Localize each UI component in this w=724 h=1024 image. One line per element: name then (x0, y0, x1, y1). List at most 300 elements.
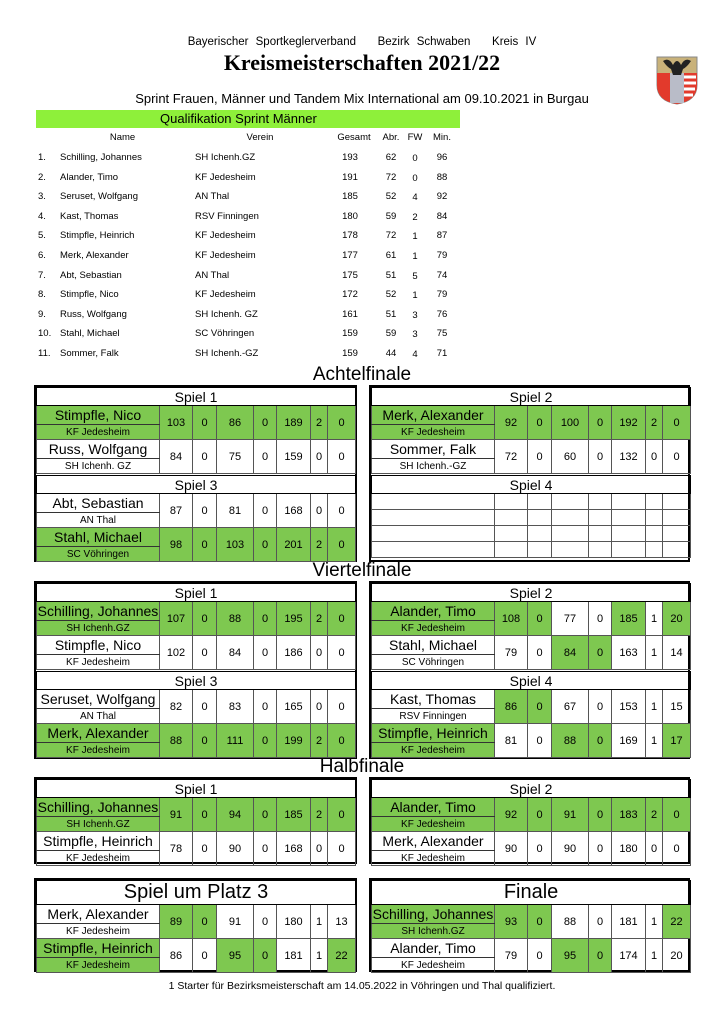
player-club: KF Jedesheim (37, 743, 160, 758)
player-name: Seruset, Wolfgang (37, 690, 160, 709)
qualification-min: 96 (436, 152, 448, 163)
player-name: Stahl, Michael (37, 528, 160, 547)
score-cell: 0 (328, 494, 356, 528)
game-table (36, 387, 356, 474)
game-label: Spiel 4 (372, 672, 691, 690)
score-cell: 1 (311, 939, 328, 973)
score-cell: 0 (328, 406, 356, 440)
empty-cell (495, 542, 528, 558)
score-cell: 0 (646, 832, 663, 866)
column-header-total: Gesamt (337, 132, 371, 143)
qualification-fw: 0 (412, 153, 418, 164)
score-cell: 0 (528, 602, 552, 636)
player-club: SH Ichenh.GZ (37, 621, 160, 636)
score-cell: 0 (528, 939, 552, 973)
qualification-clear: 61 (385, 250, 397, 261)
score-cell: 81 (217, 494, 254, 528)
score-cell: 0 (311, 440, 328, 474)
score-cell: 20 (663, 602, 691, 636)
qualification-total: 193 (342, 152, 358, 163)
score-cell: 92 (495, 798, 528, 832)
player-name: Alander, Timo (372, 939, 495, 958)
score-cell: 153 (612, 690, 646, 724)
qualification-name: Sommer, Falk (60, 348, 119, 359)
empty-cell (612, 526, 646, 542)
player-name: Stimpfle, Heinrich (37, 939, 160, 958)
empty-cell (372, 526, 495, 542)
score-cell: 195 (277, 602, 311, 636)
score-cell: 78 (160, 832, 193, 866)
empty-cell (372, 494, 495, 510)
score-cell: 180 (612, 832, 646, 866)
player-club: RSV Finningen (372, 709, 495, 724)
score-cell: 15 (663, 690, 691, 724)
player-club: SH Ichenh.GZ (372, 924, 495, 939)
qualification-name: Kast, Thomas (60, 210, 119, 222)
qualification-total: 178 (342, 230, 358, 242)
qualification-name: Schilling, Johannes (60, 152, 142, 163)
player-club: SC Vöhringen (37, 547, 160, 562)
game-table (36, 880, 356, 973)
score-cell: 60 (552, 440, 589, 474)
score-cell: 0 (663, 440, 691, 474)
qualification-row (0, 328, 724, 348)
score-cell: 181 (277, 939, 311, 973)
score-cell: 89 (160, 905, 193, 939)
qualification-row (0, 191, 724, 211)
score-cell: 0 (193, 636, 217, 670)
player-row (372, 440, 691, 459)
score-cell: 174 (612, 939, 646, 973)
qualification-total: 175 (342, 269, 358, 281)
player-name: Stimpfle, Nico (37, 636, 160, 655)
player-name: Schilling, Johannes (37, 602, 159, 619)
score-cell: 86 (495, 690, 528, 724)
qualification-clear: 62 (385, 152, 397, 163)
player-club: SH Ichenh.-GZ (372, 459, 495, 474)
score-cell: 0 (528, 406, 552, 440)
qualification-min: 76 (436, 308, 448, 320)
qualification-min: 92 (436, 191, 448, 203)
player-name: Schilling, Johannes (372, 905, 494, 922)
score-cell: 91 (552, 798, 589, 832)
score-cell: 14 (663, 636, 691, 670)
empty-cell (528, 542, 552, 558)
empty-cell (663, 526, 691, 542)
score-cell: 0 (193, 602, 217, 636)
qualification-header-row (0, 132, 724, 146)
qualification-rank: 10. (38, 328, 52, 340)
score-cell: 0 (193, 528, 217, 562)
round-title: Achtelfinale (312, 364, 412, 385)
empty-cell (589, 542, 612, 558)
score-cell: 83 (217, 690, 254, 724)
qualification-club: KF Jedesheim (195, 289, 256, 301)
empty-cell (663, 542, 691, 558)
qualification-rank: 2. (38, 171, 46, 183)
score-cell: 81 (495, 724, 528, 758)
score-cell: 84 (552, 636, 589, 670)
player-club: KF Jedesheim (372, 851, 495, 866)
score-cell: 201 (277, 528, 311, 562)
empty-cell (528, 494, 552, 510)
qualification-clear: 52 (385, 191, 397, 203)
score-cell: 1 (646, 690, 663, 724)
empty-cell (495, 526, 528, 542)
empty-cell (663, 510, 691, 526)
player-name: Merk, Alexander (37, 905, 160, 924)
score-cell: 2 (646, 798, 663, 832)
qualification-fw: 1 (412, 290, 418, 302)
score-cell: 2 (646, 406, 663, 440)
score-cell: 1 (646, 602, 663, 636)
score-cell: 79 (495, 939, 528, 973)
player-name: Schilling, Johannes (37, 798, 159, 815)
score-cell: 0 (589, 602, 612, 636)
empty-cell (552, 494, 589, 510)
score-cell: 0 (328, 440, 356, 474)
game-table (36, 583, 356, 670)
score-cell: 1 (646, 905, 663, 939)
score-cell: 0 (254, 440, 277, 474)
round-title: Halbfinale (319, 756, 405, 777)
score-cell: 192 (612, 406, 646, 440)
qualification-rank: 5. (38, 230, 46, 242)
empty-cell (589, 510, 612, 526)
score-cell: 0 (254, 798, 277, 832)
player-name: Merk, Alexander (372, 832, 495, 851)
score-cell: 0 (528, 690, 552, 724)
game-table (371, 880, 691, 973)
qualification-row (0, 289, 724, 309)
player-name: Stimpfle, Heinrich (37, 832, 160, 851)
player-club: KF Jedesheim (372, 743, 495, 758)
game-label: Spiel 1 (37, 388, 356, 406)
qualification-fw: 2 (412, 211, 418, 223)
empty-cell (589, 494, 612, 510)
qualification-total: 161 (342, 308, 358, 320)
score-cell: 0 (193, 690, 217, 724)
player-row (37, 724, 356, 743)
column-header-clear: Abr. (382, 132, 400, 143)
score-cell: 132 (612, 440, 646, 474)
player-club: SC Vöhringen (372, 655, 495, 670)
game-table (371, 671, 691, 758)
game-label: Spiel 4 (372, 476, 691, 494)
score-cell: 90 (495, 832, 528, 866)
qualification-row (0, 172, 724, 192)
score-cell: 2 (311, 602, 328, 636)
qualification-row (0, 270, 724, 290)
score-cell: 165 (277, 690, 311, 724)
qualification-clear: 72 (385, 230, 397, 242)
qualification-club: KF Jedesheim (195, 171, 256, 183)
score-cell: 0 (528, 440, 552, 474)
qualification-club: SH Ichenh.-GZ (195, 348, 259, 359)
score-cell: 0 (311, 832, 328, 866)
score-cell: 0 (193, 832, 217, 866)
qualification-club: AN Thal (195, 269, 230, 281)
player-name: Alander, Timo (372, 798, 495, 817)
qualification-name: Russ, Wolfgang (60, 308, 127, 320)
empty-cell (646, 542, 663, 558)
qualification-total: 159 (342, 348, 358, 359)
empty-cell (552, 510, 589, 526)
player-name: Stahl, Michael (372, 636, 495, 655)
score-cell: 0 (663, 406, 691, 440)
qualification-total: 159 (342, 328, 358, 340)
column-header-name: Name (109, 132, 136, 143)
player-club: KF Jedesheim (37, 958, 160, 973)
score-cell: 1 (311, 905, 328, 939)
score-cell: 90 (217, 832, 254, 866)
score-cell: 168 (277, 832, 311, 866)
score-cell: 95 (552, 939, 589, 973)
score-cell: 103 (160, 406, 193, 440)
score-cell: 186 (277, 636, 311, 670)
game-label: Spiel 3 (37, 476, 356, 494)
player-club: KF Jedesheim (37, 655, 160, 670)
score-cell: 0 (254, 939, 277, 973)
player-name: Sommer, Falk (372, 440, 495, 459)
score-cell: 0 (589, 905, 612, 939)
game-label: Spiel 3 (37, 672, 356, 690)
score-cell: 0 (193, 406, 217, 440)
game-label: Spiel 1 (37, 584, 356, 602)
score-cell: 102 (160, 636, 193, 670)
qualification-rank: 7. (38, 269, 46, 281)
game-label: Spiel 2 (372, 388, 691, 406)
score-cell: 169 (612, 724, 646, 758)
empty-cell (646, 494, 663, 510)
game-table (371, 583, 691, 670)
player-club: KF Jedesheim (372, 425, 495, 440)
player-club: KF Jedesheim (37, 425, 160, 440)
qualification-title: Qualifikation Sprint Männer (160, 111, 317, 126)
player-name: Merk, Alexander (37, 724, 160, 743)
score-cell: 0 (328, 636, 356, 670)
empty-cell (495, 510, 528, 526)
score-cell: 88 (552, 724, 589, 758)
score-cell: 0 (328, 724, 356, 758)
score-cell: 22 (328, 939, 356, 973)
qualification-fw: 1 (412, 231, 418, 243)
score-cell: 92 (495, 406, 528, 440)
score-cell: 0 (528, 636, 552, 670)
score-cell: 0 (254, 832, 277, 866)
player-row (372, 636, 691, 655)
score-cell: 180 (277, 905, 311, 939)
qualification-name: Abt, Sebastian (60, 269, 122, 281)
score-cell: 168 (277, 494, 311, 528)
player-row (37, 832, 356, 851)
score-cell: 2 (311, 724, 328, 758)
score-cell: 0 (311, 690, 328, 724)
qualification-total: 185 (342, 191, 358, 203)
player-row (372, 832, 691, 851)
game-table (371, 387, 691, 474)
score-cell: 0 (328, 602, 356, 636)
player-club: AN Thal (37, 513, 160, 528)
qualification-fw: 0 (412, 172, 418, 184)
empty-cell (528, 526, 552, 542)
qualification-fw: 1 (412, 251, 418, 262)
empty-cell (663, 494, 691, 510)
score-cell: 77 (552, 602, 589, 636)
event-subtitle: Sprint Frauen, Männer und Tandem Mix International am 09.10.2021 in Burgau (135, 91, 589, 106)
player-club: KF Jedesheim (372, 817, 495, 832)
organization-line: Bayerischer Sportkeglerverband Bezirk Schwaben Kreis IV (187, 36, 537, 48)
score-cell: 95 (217, 939, 254, 973)
score-cell: 84 (160, 440, 193, 474)
player-name: Stimpfle, Nico (37, 406, 160, 425)
player-row (37, 602, 356, 621)
column-header-min: Min. (433, 132, 451, 143)
player-row (37, 905, 356, 924)
qualification-club: SC Vöhringen (195, 328, 255, 340)
score-cell: 0 (311, 494, 328, 528)
qualification-clear: 44 (385, 348, 397, 359)
qualification-clear: 59 (385, 210, 397, 222)
column-header-club: Verein (246, 132, 274, 143)
qualification-rank: 4. (38, 210, 46, 222)
score-cell: 1 (646, 636, 663, 670)
score-cell: 0 (311, 636, 328, 670)
score-cell: 0 (646, 440, 663, 474)
qualification-total: 180 (342, 210, 358, 222)
score-cell: 0 (328, 832, 356, 866)
score-cell: 17 (663, 724, 691, 758)
empty-cell (528, 510, 552, 526)
score-cell: 67 (552, 690, 589, 724)
player-club: KF Jedesheim (37, 851, 160, 866)
empty-cell (612, 510, 646, 526)
qualification-rank: 1. (38, 152, 46, 163)
score-cell: 0 (328, 690, 356, 724)
game-table (371, 475, 691, 558)
player-club: KF Jedesheim (372, 621, 495, 636)
empty-cell (372, 542, 495, 558)
score-cell: 1 (646, 724, 663, 758)
qualification-rank: 11. (38, 348, 51, 359)
score-cell: 0 (528, 798, 552, 832)
qualification-fw: 4 (412, 192, 418, 204)
game-table (36, 475, 356, 562)
score-cell: 0 (254, 690, 277, 724)
score-cell: 0 (254, 528, 277, 562)
score-cell: 0 (193, 798, 217, 832)
column-header-fw: FW (407, 132, 423, 143)
qualification-fw: 3 (412, 309, 418, 321)
qualification-fw: 3 (412, 329, 418, 341)
score-cell: 20 (663, 939, 691, 973)
player-row (37, 939, 356, 958)
qualification-name: Seruset, Wolfgang (60, 191, 138, 203)
qualification-club: KF Jedesheim (195, 230, 256, 242)
game-label: Spiel um Platz 3 (37, 881, 356, 905)
score-cell: 2 (311, 798, 328, 832)
qualification-name: Stahl, Michael (60, 328, 120, 340)
score-cell: 90 (552, 832, 589, 866)
page-title: Kreismeisterschaften 2021/22 (223, 50, 501, 75)
qualification-name: Alander, Timo (60, 171, 119, 183)
qualification-clear: 72 (385, 171, 397, 183)
empty-cell (612, 494, 646, 510)
score-cell: 0 (254, 494, 277, 528)
score-cell: 88 (160, 724, 193, 758)
player-club: KF Jedesheim (37, 924, 160, 939)
score-cell: 185 (277, 798, 311, 832)
score-cell: 0 (193, 440, 217, 474)
qualification-row (0, 230, 724, 250)
player-row (37, 798, 356, 817)
empty-cell (646, 510, 663, 526)
qualification-min: 79 (436, 250, 448, 261)
score-cell: 98 (160, 528, 193, 562)
game-label: Spiel 1 (37, 780, 356, 798)
score-cell: 0 (328, 528, 356, 562)
game-table (36, 671, 356, 758)
player-name: Kast, Thomas (372, 690, 495, 709)
game-table (371, 779, 691, 866)
coat-of-arms-icon (655, 55, 699, 105)
score-cell: 0 (589, 406, 612, 440)
qualification-total: 177 (342, 250, 358, 261)
score-cell: 0 (528, 724, 552, 758)
player-row (37, 690, 356, 709)
game-label: Finale (372, 881, 691, 905)
score-cell: 0 (589, 798, 612, 832)
qualification-clear: 51 (385, 308, 397, 320)
qualification-title-bar (36, 110, 460, 128)
player-name: Merk, Alexander (372, 406, 495, 425)
player-row (37, 528, 356, 547)
score-cell: 107 (160, 602, 193, 636)
game-label: Spiel 2 (372, 584, 691, 602)
player-name: Stimpfle, Heinrich (372, 724, 495, 743)
score-cell: 0 (254, 905, 277, 939)
game-table (36, 779, 356, 866)
game-label: Spiel 2 (372, 780, 691, 798)
score-cell: 189 (277, 406, 311, 440)
player-name: Russ, Wolfgang (37, 440, 160, 459)
score-cell: 199 (277, 724, 311, 758)
score-cell: 0 (528, 905, 552, 939)
qualification-min: 75 (436, 328, 448, 340)
qualification-clear: 59 (385, 328, 397, 340)
score-cell: 75 (217, 440, 254, 474)
qualification-min: 74 (436, 269, 448, 281)
qualification-clear: 52 (385, 289, 397, 301)
empty-cell (589, 526, 612, 542)
score-cell: 88 (552, 905, 589, 939)
score-cell: 86 (217, 406, 254, 440)
player-club: AN Thal (37, 709, 160, 724)
score-cell: 0 (193, 905, 217, 939)
score-cell: 93 (495, 905, 528, 939)
player-name: Alander, Timo (372, 602, 495, 621)
empty-cell (495, 494, 528, 510)
qualification-min: 88 (436, 171, 448, 183)
player-row (372, 939, 691, 958)
qualification-club: SH Ichenh. GZ (195, 308, 258, 320)
score-cell: 0 (193, 494, 217, 528)
empty-cell (552, 526, 589, 542)
qualification-rank: 6. (38, 250, 46, 261)
player-club: KF Jedesheim (372, 958, 495, 973)
qualification-row (0, 152, 724, 172)
qualification-name: Merk, Alexander (60, 250, 129, 261)
